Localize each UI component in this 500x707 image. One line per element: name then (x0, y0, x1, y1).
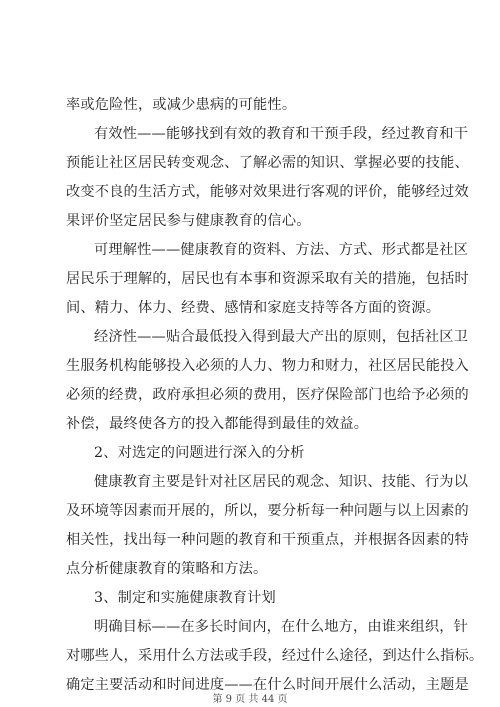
body-line: 健康教育主要是针对社区居民的观念、知识、技能、行为以 (94, 474, 469, 490)
body-line: 改变不良的生活方式，能够对效果进行客观的评价，能够经过效 (66, 184, 469, 200)
page-number: 第 9 页 共 44 页 (212, 694, 288, 705)
body-line: 对哪些人，采用什么方法或手段，经过什么途径，到达什么指标。 (66, 648, 484, 664)
body-line: 生服务机构能够投入必须的人力、物力和财力，社区居民能投入 (66, 358, 469, 374)
body-line: 有效性——能够找到有效的教育和干预手段，经过教育和干 (94, 126, 469, 142)
body-line: 经济性——贴合最低投入得到最大产出的原则，包括社区卫 (94, 329, 469, 345)
body-line: 补偿，最终使各方的投入都能得到最佳的效益。 (66, 416, 369, 432)
body-line: 必须的经费，政府承担必须的费用，医疗保险部门也给予必须的 (66, 387, 469, 403)
body-line: 及环境等因素而开展的，所以，要分析每一种问题与以上因素的 (66, 503, 469, 519)
body-line: 率或危险性，或减少患病的可能性。 (66, 97, 297, 113)
body-line: 可理解性——健康教育的资料、方法、方式、形式都是社区 (94, 242, 469, 258)
body-line: 明确目标——在多长时间内，在什么地方，由谁来组织，针 (94, 619, 469, 635)
section-heading: 3、制定和实施健康教育计划 (94, 590, 276, 606)
body-line: 点分析健康教育的策略和方法。 (66, 561, 268, 577)
body-line: 居民乐于理解的，居民也有本事和资源采取有关的措施，包括时 (66, 271, 469, 287)
body-line: 相关性，找出每一种问题的教育和干预重点，并根据各因素的特 (66, 532, 469, 548)
body-line: 间、精力、体力、经费、感情和家庭支持等各方面的资源。 (66, 300, 441, 316)
section-heading: 2、对选定的问题进行深入的分析 (94, 445, 305, 461)
body-line: 确定主要活动和时间进度——在什么时间开展什么活动，主题是 (66, 677, 469, 693)
body-line: 预能让社区居民转变观念、了解必需的知识、掌握必要的技能、 (66, 155, 469, 171)
body-line: 果评价坚定居民参与健康教育的信心。 (66, 213, 311, 229)
